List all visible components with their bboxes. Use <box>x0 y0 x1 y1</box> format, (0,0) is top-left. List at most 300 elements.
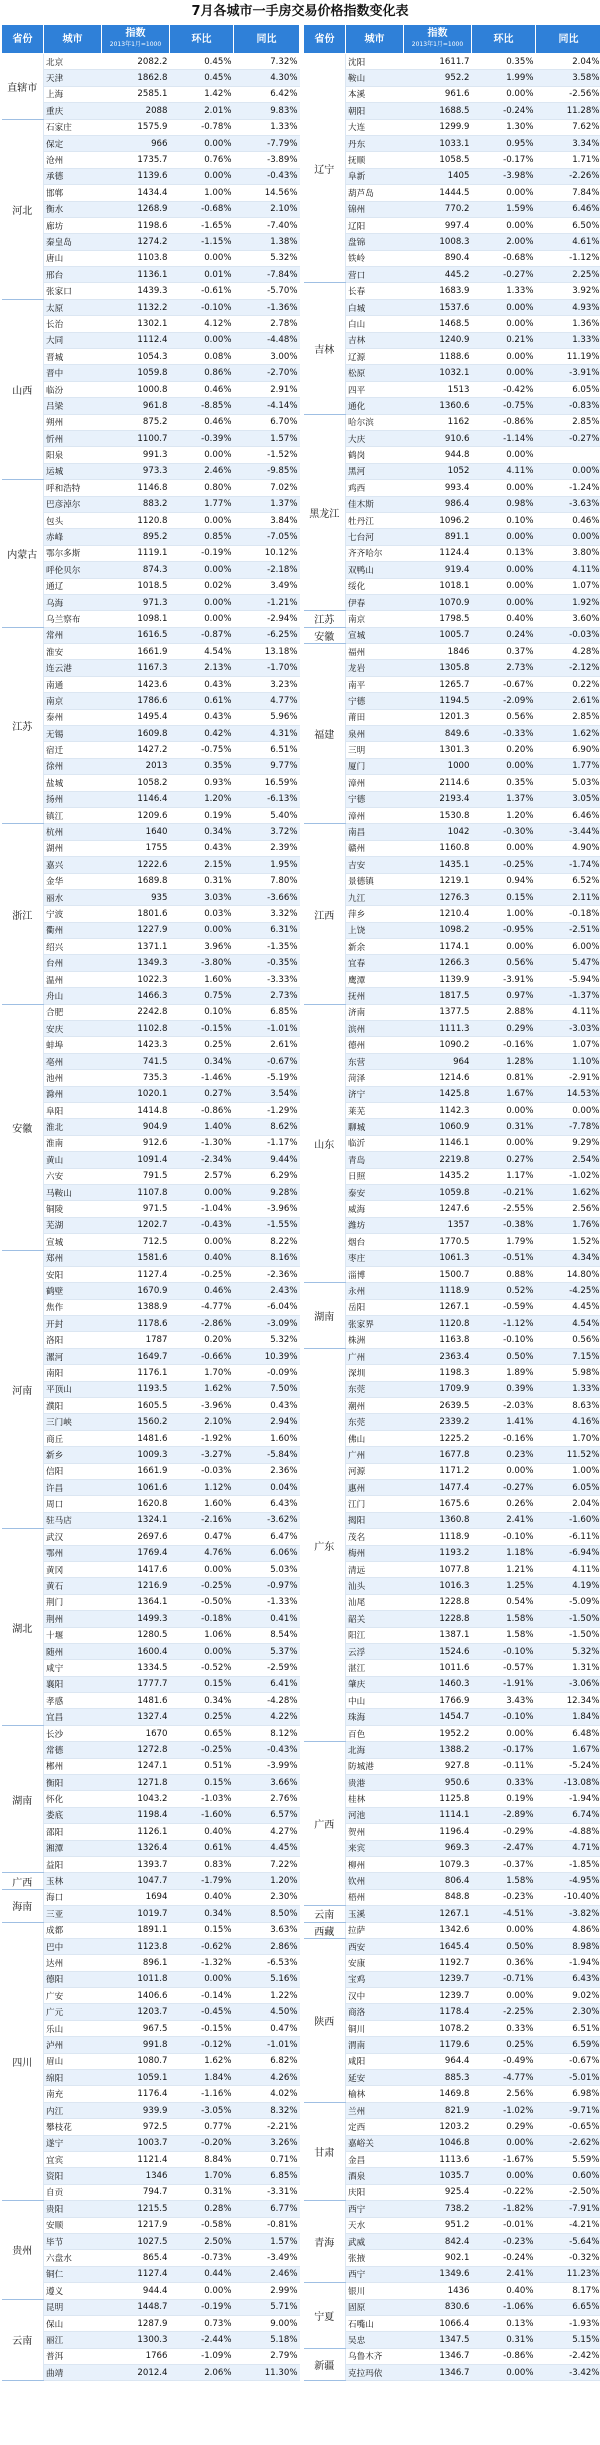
mom-cell: 2.57% <box>170 1168 234 1184</box>
yoy-cell: 1.07% <box>536 578 600 594</box>
mom-cell: 1.41% <box>472 1414 536 1430</box>
table-row <box>304 1463 600 1479</box>
city-cell: 三亚 <box>44 1906 102 1922</box>
mom-cell: -3.96% <box>170 1398 234 1414</box>
index-cell: 952.2 <box>404 70 472 86</box>
city-cell: 营口 <box>346 267 404 283</box>
yoy-cell: 3.58% <box>536 70 600 86</box>
city-cell: 萍乡 <box>346 906 404 922</box>
yoy-cell: 1.57% <box>234 2233 300 2249</box>
yoy-cell: -4.48% <box>234 332 300 348</box>
table-row <box>2 1578 300 1594</box>
city-cell: 白山 <box>346 316 404 332</box>
city-cell: 资阳 <box>44 2168 102 2184</box>
yoy-cell: 2.30% <box>234 1889 300 1905</box>
yoy-cell: 14.56% <box>234 185 300 201</box>
index-cell: 961.8 <box>102 398 170 414</box>
index-cell: 1371.1 <box>102 939 170 955</box>
index-cell: 1210.4 <box>404 906 472 922</box>
city-cell: 东莞 <box>346 1381 404 1397</box>
mom-cell: -0.25% <box>170 1266 234 1282</box>
table-row <box>304 381 600 397</box>
index-cell: 1032.1 <box>404 365 472 381</box>
yoy-cell: 2.78% <box>234 316 300 332</box>
city-cell: 温州 <box>44 971 102 987</box>
yoy-cell: 2.04% <box>536 54 600 70</box>
index-cell: 1225.2 <box>404 1430 472 1446</box>
index-cell: 842.4 <box>404 2233 472 2249</box>
mom-cell: 0.13% <box>472 2315 536 2331</box>
city-cell: 莱芜 <box>346 1103 404 1119</box>
index-cell: 735.3 <box>102 1070 170 1086</box>
yoy-cell: -4.25% <box>536 1283 600 1299</box>
index-cell: 1364.1 <box>102 1594 170 1610</box>
city-cell: 宝鸡 <box>346 1971 404 1987</box>
mom-cell: -0.16% <box>472 1430 536 1446</box>
mom-cell: 0.65% <box>170 1725 234 1741</box>
city-cell: 鞍山 <box>346 70 404 86</box>
mom-cell: 0.34% <box>170 824 234 840</box>
city-cell: 黄山 <box>44 1152 102 1168</box>
yoy-cell: -9.85% <box>234 463 300 479</box>
index-cell: 964 <box>404 1053 472 1069</box>
index-cell: 791.5 <box>102 1168 170 1184</box>
table-row <box>2 791 300 807</box>
table-row <box>304 1299 600 1315</box>
city-cell: 吉林 <box>346 332 404 348</box>
city-cell: 邵阳 <box>44 1824 102 1840</box>
mom-cell: -1.15% <box>170 234 234 250</box>
yoy-cell: -2.70% <box>234 365 300 381</box>
mom-cell: 0.40% <box>170 1250 234 1266</box>
table-row <box>304 135 600 151</box>
yoy-cell: 6.43% <box>536 1971 600 1987</box>
table-row <box>304 1922 600 1938</box>
mom-cell: -0.10% <box>472 1643 536 1659</box>
mom-cell: 0.43% <box>170 676 234 692</box>
header-mom: 环比 <box>472 25 536 54</box>
city-cell: 北海 <box>346 1742 404 1758</box>
table-row <box>304 1152 600 1168</box>
yoy-cell: 1.20% <box>234 1873 300 1889</box>
city-cell: 吕梁 <box>44 398 102 414</box>
table-row <box>2 1824 300 1840</box>
index-cell: 1198.3 <box>404 1365 472 1381</box>
city-cell: 江门 <box>346 1496 404 1512</box>
index-cell: 1481.6 <box>102 1430 170 1446</box>
yoy-cell: -6.53% <box>234 1955 300 1971</box>
table-row <box>304 2201 600 2217</box>
mom-cell: 1.60% <box>170 1496 234 1512</box>
city-cell: 锦州 <box>346 201 404 217</box>
table-row <box>304 414 600 430</box>
yoy-cell: -2.50% <box>536 2184 600 2200</box>
table-row <box>304 2102 600 2118</box>
index-cell: 1077.8 <box>404 1561 472 1577</box>
city-cell: 朝阳 <box>346 103 404 119</box>
mom-cell: 1.58% <box>472 1611 536 1627</box>
city-cell: 淄博 <box>346 1266 404 1282</box>
mom-cell: 2.88% <box>472 1004 536 1020</box>
city-cell: 来宾 <box>346 1840 404 1856</box>
city-cell: 张家界 <box>346 1316 404 1332</box>
table-row <box>304 594 600 610</box>
index-cell: 1061.3 <box>404 1250 472 1266</box>
index-cell: 1003.7 <box>102 2135 170 2151</box>
yoy-cell: 4.11% <box>536 562 600 578</box>
yoy-cell: 5.15% <box>536 2332 600 2348</box>
city-cell: 西宁 <box>346 2201 404 2217</box>
city-cell: 十堰 <box>44 1627 102 1643</box>
city-cell: 巴彦淖尔 <box>44 496 102 512</box>
mom-cell: 0.31% <box>472 1119 536 1135</box>
index-cell: 1146.8 <box>102 480 170 496</box>
index-cell: 1058.5 <box>404 152 472 168</box>
index-cell: 1357 <box>404 1217 472 1233</box>
yoy-cell: -1.37% <box>536 988 600 1004</box>
city-cell: 乌兰察布 <box>44 611 102 627</box>
table-row <box>304 1217 600 1233</box>
index-cell: 1098.2 <box>404 922 472 938</box>
mom-cell: 0.43% <box>170 709 234 725</box>
city-cell: 拉萨 <box>346 1922 404 1938</box>
index-cell: 2114.6 <box>404 775 472 791</box>
table-row <box>2 906 300 922</box>
mom-cell: 0.50% <box>472 1348 536 1364</box>
province-cell: 吉林 <box>304 283 346 414</box>
city-cell: 南京 <box>44 693 102 709</box>
yoy-cell: 3.05% <box>536 791 600 807</box>
yoy-cell: 6.43% <box>234 1496 300 1512</box>
table-row <box>2 2119 300 2135</box>
table-row <box>2 2037 300 2053</box>
mom-cell: 1.33% <box>472 283 536 299</box>
yoy-cell: 1.62% <box>536 1184 600 1200</box>
table-row <box>304 824 600 840</box>
table-row <box>304 1234 600 1250</box>
index-cell: 1118.9 <box>404 1529 472 1545</box>
city-cell: 随州 <box>44 1643 102 1659</box>
mom-cell: -3.91% <box>472 971 536 987</box>
index-cell: 1228.8 <box>404 1611 472 1627</box>
city-cell: 鸡西 <box>346 480 404 496</box>
yoy-cell: -0.27% <box>536 430 600 446</box>
index-cell: 961.6 <box>404 86 472 102</box>
city-cell: 咸阳 <box>346 2053 404 2069</box>
mom-cell: -4.51% <box>472 1906 536 1922</box>
table-row <box>2 873 300 889</box>
table-row <box>304 1398 600 1414</box>
city-cell: 柳州 <box>346 1856 404 1872</box>
mom-cell: -0.75% <box>472 398 536 414</box>
index-cell: 1000.8 <box>102 381 170 397</box>
city-cell: 南京 <box>346 611 404 627</box>
yoy-cell: 8.50% <box>234 1906 300 1922</box>
yoy-cell: 0.60% <box>536 2168 600 2184</box>
mom-cell: -2.03% <box>472 1398 536 1414</box>
yoy-cell: -2.51% <box>536 922 600 938</box>
mom-cell: 0.00% <box>472 316 536 332</box>
table-row <box>304 1889 600 1905</box>
mom-cell: 1.79% <box>472 1234 536 1250</box>
city-cell: 宜昌 <box>44 1709 102 1725</box>
table-row <box>2 578 300 594</box>
table-row <box>2 693 300 709</box>
mom-cell: -0.17% <box>472 1742 536 1758</box>
yoy-cell: 6.29% <box>234 1168 300 1184</box>
mom-cell: 0.15% <box>170 1775 234 1791</box>
table-row <box>304 1168 600 1184</box>
table-row <box>304 267 600 283</box>
mom-cell: 0.00% <box>472 578 536 594</box>
mom-cell: 0.29% <box>472 2119 536 2135</box>
city-cell: 梅州 <box>346 1545 404 1561</box>
index-cell: 1019.7 <box>102 1906 170 1922</box>
table-row <box>2 1889 300 1905</box>
table-row <box>2 660 300 676</box>
mom-cell: -0.19% <box>170 545 234 561</box>
mom-cell: 0.40% <box>472 611 536 627</box>
mom-cell: 0.26% <box>472 1496 536 1512</box>
table-row <box>304 447 600 463</box>
yoy-cell: -3.82% <box>536 1906 600 1922</box>
mom-cell: 0.34% <box>170 1053 234 1069</box>
mom-cell: 0.00% <box>472 349 536 365</box>
city-cell: 阳泉 <box>44 447 102 463</box>
mom-cell: 0.00% <box>170 1971 234 1987</box>
mom-cell: -1.65% <box>170 217 234 233</box>
city-cell: 邯郸 <box>44 185 102 201</box>
table-row <box>304 2233 600 2249</box>
index-cell: 1160.8 <box>404 840 472 856</box>
mom-cell: -4.77% <box>170 1299 234 1315</box>
yoy-cell: -2.12% <box>536 660 600 676</box>
mom-cell: 0.56% <box>472 955 536 971</box>
city-cell: 威海 <box>346 1201 404 1217</box>
table-row <box>2 1070 300 1086</box>
mom-cell: 2.10% <box>170 1414 234 1430</box>
yoy-cell: 14.80% <box>536 1266 600 1282</box>
mom-cell: -3.98% <box>472 168 536 184</box>
city-cell: 汉中 <box>346 1988 404 2004</box>
yoy-cell: -3.33% <box>234 971 300 987</box>
yoy-cell: 5.59% <box>536 2152 600 2168</box>
yoy-cell: -0.83% <box>536 398 600 414</box>
mom-cell: 0.00% <box>472 1463 536 1479</box>
yoy-cell: -1.50% <box>536 1627 600 1643</box>
yoy-cell: -7.91% <box>536 2201 600 2217</box>
table-row <box>2 2053 300 2069</box>
header-city: 城市 <box>44 25 102 54</box>
index-cell: 1136.1 <box>102 267 170 283</box>
index-cell: 1500.7 <box>404 1266 472 1282</box>
mom-cell: 0.24% <box>472 627 536 643</box>
table-row <box>2 2102 300 2118</box>
header-city: 城市 <box>346 25 404 54</box>
header-index-sub: 2013年1月=1000 <box>109 41 162 48</box>
index-cell: 1016.3 <box>404 1578 472 1594</box>
yoy-cell: 6.06% <box>234 1545 300 1561</box>
mom-cell: 0.00% <box>472 939 536 955</box>
city-cell: 濮阳 <box>44 1398 102 1414</box>
index-cell: 1066.4 <box>404 2315 472 2331</box>
index-cell: 1176.4 <box>102 2086 170 2102</box>
yoy-cell: -1.94% <box>536 1955 600 1971</box>
table-row <box>304 1381 600 1397</box>
city-cell: 宣城 <box>44 1234 102 1250</box>
city-cell: 佳木斯 <box>346 496 404 512</box>
city-cell: 阳江 <box>346 1627 404 1643</box>
mom-cell: 0.94% <box>472 873 536 889</box>
yoy-cell: 1.92% <box>536 594 600 610</box>
index-cell: 1119.1 <box>102 545 170 561</box>
yoy-cell: 8.62% <box>234 1119 300 1135</box>
yoy-cell: 1.33% <box>536 332 600 348</box>
province-cell: 直辖市 <box>2 54 44 120</box>
yoy-cell: 11.28% <box>536 103 600 119</box>
index-cell: 1468.5 <box>404 316 472 332</box>
city-cell: 南充 <box>44 2086 102 2102</box>
table-row <box>2 1168 300 1184</box>
city-cell: 南阳 <box>44 1365 102 1381</box>
table-row <box>2 447 300 463</box>
mom-cell: 0.00% <box>472 299 536 315</box>
index-cell: 1266.3 <box>404 955 472 971</box>
mom-cell: -0.52% <box>170 1660 234 1676</box>
city-cell: 临沂 <box>346 1135 404 1151</box>
yoy-cell: -0.43% <box>234 1742 300 1758</box>
province-cell: 西藏 <box>304 1922 346 1938</box>
index-cell: 1035.7 <box>404 2168 472 2184</box>
city-cell: 益阳 <box>44 1856 102 1872</box>
table-row <box>2 529 300 545</box>
table-row <box>304 676 600 692</box>
mom-cell: -0.38% <box>472 1217 536 1233</box>
city-cell: 沧州 <box>44 152 102 168</box>
mom-cell: -1.14% <box>472 430 536 446</box>
mom-cell: 0.00% <box>170 1184 234 1200</box>
yoy-cell: 2.79% <box>234 2348 300 2364</box>
city-cell: 漳州 <box>346 807 404 823</box>
table-row <box>2 267 300 283</box>
table-row <box>304 1643 600 1659</box>
province-cell: 海南 <box>2 1889 44 1922</box>
index-cell: 902.1 <box>404 2250 472 2266</box>
city-cell: 忻州 <box>44 430 102 446</box>
mom-cell: 0.00% <box>472 185 536 201</box>
index-cell: 1787 <box>102 1332 170 1348</box>
city-cell: 漳州 <box>346 775 404 791</box>
city-cell: 四平 <box>346 381 404 397</box>
city-cell: 盘锦 <box>346 234 404 250</box>
index-cell: 1228.8 <box>404 1594 472 1610</box>
mom-cell: 1.12% <box>170 1479 234 1495</box>
mom-cell: 2.46% <box>170 463 234 479</box>
index-cell: 1120.8 <box>404 1316 472 1332</box>
province-cell: 广西 <box>304 1742 346 1906</box>
index-cell: 1675.6 <box>404 1496 472 1512</box>
yoy-cell: 4.54% <box>536 1316 600 1332</box>
mom-cell: 0.61% <box>170 693 234 709</box>
table-row <box>2 119 300 135</box>
province-cell: 河南 <box>2 1250 44 1529</box>
index-cell: 1305.8 <box>404 660 472 676</box>
index-cell: 1000 <box>404 758 472 774</box>
city-cell: 驻马店 <box>44 1512 102 1528</box>
index-cell: 986.4 <box>404 496 472 512</box>
table-row <box>2 889 300 905</box>
index-cell: 1609.8 <box>102 726 170 742</box>
yoy-cell: -0.03% <box>536 627 600 643</box>
city-cell: 南通 <box>44 676 102 692</box>
index-cell: 1766.9 <box>404 1693 472 1709</box>
table-row <box>2 2184 300 2200</box>
table-row <box>304 1348 600 1364</box>
yoy-cell: 2.10% <box>234 201 300 217</box>
index-cell: 1163.8 <box>404 1332 472 1348</box>
index-cell: 1611.7 <box>404 54 472 70</box>
index-cell: 741.5 <box>102 1053 170 1069</box>
yoy-cell: 3.63% <box>234 1922 300 1938</box>
left-header-row <box>2 25 300 54</box>
city-cell: 德阳 <box>44 1971 102 1987</box>
mom-cell: 0.21% <box>472 332 536 348</box>
table-row <box>2 611 300 627</box>
city-cell: 大连 <box>346 119 404 135</box>
index-cell: 1439.3 <box>102 283 170 299</box>
index-cell: 1096.2 <box>404 512 472 528</box>
index-cell: 1388.9 <box>102 1299 170 1315</box>
city-cell: 肇庆 <box>346 1676 404 1692</box>
mom-cell: 0.95% <box>472 135 536 151</box>
table-row <box>304 2217 600 2233</box>
yoy-cell: 5.71% <box>234 2299 300 2315</box>
yoy-cell: 9.29% <box>536 1135 600 1151</box>
table-row <box>2 1775 300 1791</box>
yoy-cell: 8.54% <box>234 1627 300 1643</box>
yoy-cell: -0.32% <box>536 2250 600 2266</box>
index-cell: 1299.9 <box>404 119 472 135</box>
table-row <box>304 2184 600 2200</box>
yoy-cell: 9.02% <box>536 1988 600 2004</box>
mom-cell: 0.51% <box>170 1758 234 1774</box>
yoy-cell: 2.39% <box>234 840 300 856</box>
table-row <box>304 1021 600 1037</box>
mom-cell: -0.59% <box>472 1299 536 1315</box>
city-cell: 石家庄 <box>44 119 102 135</box>
index-cell: 1670.9 <box>102 1283 170 1299</box>
table-row <box>2 332 300 348</box>
table-row <box>2 103 300 119</box>
city-cell: 孝感 <box>44 1693 102 1709</box>
yoy-cell: 6.00% <box>536 939 600 955</box>
city-cell: 达州 <box>44 1955 102 1971</box>
mom-cell: 0.00% <box>472 2365 536 2381</box>
table-row <box>2 1742 300 1758</box>
table-row <box>304 398 600 414</box>
yoy-cell: -0.81% <box>234 2217 300 2233</box>
city-cell: 玉溪 <box>346 1906 404 1922</box>
index-cell: 883.2 <box>102 496 170 512</box>
mom-cell: -0.10% <box>170 299 234 315</box>
yoy-cell: 5.18% <box>234 2332 300 2348</box>
table-row <box>2 1316 300 1332</box>
city-cell: 惠州 <box>346 1479 404 1495</box>
table-row <box>304 1365 600 1381</box>
yoy-cell: 6.74% <box>536 1807 600 1823</box>
table-row <box>304 889 600 905</box>
index-cell: 1123.8 <box>102 1938 170 1954</box>
